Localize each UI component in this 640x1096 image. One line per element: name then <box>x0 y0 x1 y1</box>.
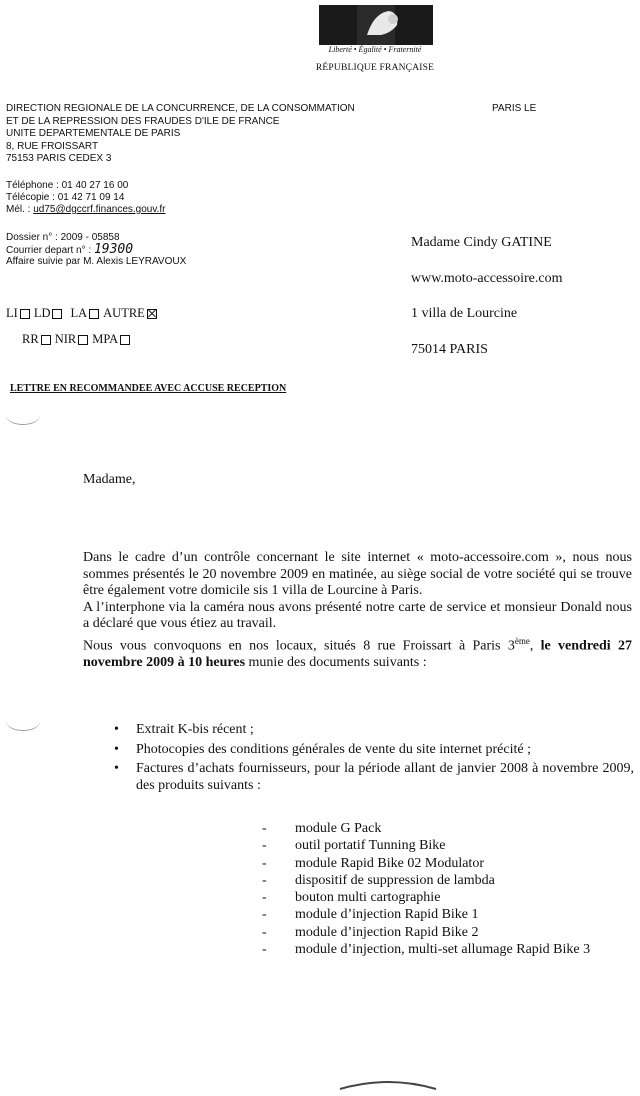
dossier-block <box>6 232 186 268</box>
recipient-name: Madame Cindy GATINE <box>411 235 552 250</box>
product-item: - module d’injection, multi-set allumage Rapid Bike 3 <box>262 941 590 958</box>
checkbox-la[interactable] <box>89 309 99 319</box>
product-item: - outil portatif Tunning Bike <box>262 837 590 854</box>
checkbox-label: NIR <box>54 332 77 346</box>
courrier-label: Courrier depart n° : <box>6 244 94 256</box>
product-item: - module Rapid Bike 02 Modulator <box>262 855 590 872</box>
date-place-label: PARIS LE <box>492 103 537 114</box>
products-list <box>262 820 590 958</box>
marianne-logo <box>319 5 433 45</box>
checkbox-label: AUTRE <box>103 306 145 320</box>
convocation-date: le vendredi 27 novembre 2009 à 10 heures <box>83 638 632 670</box>
email-link[interactable]: ud75@dgccrf.finances.gouv.fr <box>33 204 166 215</box>
list-item: • Factures d’achats fournisseurs, pour la période allant de janvier 2008 à novembre 2009, des produits suivants : <box>112 761 634 794</box>
sender-block <box>6 103 355 166</box>
sender-line: 8, RUE FROISSART <box>6 140 99 152</box>
sender-line: 75153 PARIS CEDEX 3 <box>6 153 112 164</box>
checkbox-rr[interactable] <box>41 335 51 345</box>
punch-hole-mark <box>6 406 40 425</box>
product-item: - dispositif de suppression de lambda <box>262 872 590 889</box>
paragraph-3: Nous vous convoquons en nos locaux, situés 8 rue Froissart à Paris 3ème, le vendredi 27 novembre 2009 à 10 heures munie des documents suivants : <box>83 635 632 670</box>
dossier-number: Dossier n° : 2009 - 05858 <box>6 232 120 243</box>
checkbox-mpa[interactable] <box>120 335 130 345</box>
telephone: Téléphone : 01 40 27 16 00 <box>6 180 129 191</box>
punch-hole-mark <box>6 712 40 731</box>
product-item: - module d’injection Rapid Bike 1 <box>262 906 590 923</box>
checkbox-label: LI <box>6 306 18 320</box>
checkbox-ld[interactable] <box>52 309 62 319</box>
checkbox-label: LD <box>33 306 51 320</box>
checkbox-nir[interactable] <box>78 335 88 345</box>
checkbox-label: MPA <box>92 332 119 346</box>
checkbox-label: LA <box>70 306 88 320</box>
checkbox-autre-checked[interactable] <box>147 309 157 319</box>
sender-line: ET DE LA REPRESSION DES FRAUDES D'ILE DE FRANCE <box>6 115 280 127</box>
checkbox-row-2 <box>22 332 132 347</box>
email-label: Mél. : <box>6 204 34 215</box>
documents-list <box>112 722 634 797</box>
telecopie: Télécopie : 01 42 71 09 14 <box>6 192 125 203</box>
contact-block <box>6 180 166 216</box>
sender-line: UNITE DEPARTEMENTALE DE PARIS <box>6 128 181 139</box>
paragraph-2: A l’interphone via la caméra nous avons présenté notre carte de service et monsieur Donald nous a déclaré que vous étiez au travail. <box>83 599 632 631</box>
courrier-number-handwritten: 19300 <box>93 241 134 257</box>
checkbox-li[interactable] <box>20 309 30 319</box>
letter-body <box>83 550 632 671</box>
republic-motto: Liberté • Égalité • Fraternité <box>328 45 422 54</box>
recipient-address: 1 villa de Lourcine <box>411 306 518 321</box>
recipient-city: 75014 PARIS <box>411 341 488 357</box>
product-item: - module G Pack <box>262 820 590 837</box>
checkbox-label: RR <box>22 332 39 346</box>
republic-name: RÉPUBLIQUE FRANÇAISE <box>315 63 435 73</box>
salutation: Madame, <box>83 472 136 487</box>
letter-type-heading: LETTRE EN RECOMMANDEE AVEC ACCUSE RECEPTION <box>10 383 287 394</box>
product-item: - module d’injection Rapid Bike 2 <box>262 924 590 941</box>
paragraph-1: Dans le cadre d’un contrôle concernant le site internet « moto-accessoire.com », nous nous sommes présentés le 20 novembre 2009 en matinée, au siège social de votre société qui se trouve être également votre domicile sis 1 villa de Lourcine à Paris. <box>83 550 632 598</box>
product-item: - bouton multi cartographie <box>262 889 590 906</box>
checkbox-row-1 <box>6 306 159 321</box>
recipient-website: www.moto-accessoire.com <box>411 270 563 286</box>
courrier-line <box>6 241 186 257</box>
list-item: • Photocopies des conditions générales de vente du site internet précité ; <box>112 742 634 759</box>
list-item: • Extrait K-bis récent ; <box>112 722 634 739</box>
sender-line: DIRECTION REGIONALE DE LA CONCURRENCE, DE LA CONSOMMATION <box>6 103 355 114</box>
affaire-suivie: Affaire suivie par M. Alexis LEYRAVOUX <box>6 256 187 267</box>
footer-scan-mark <box>338 1078 438 1090</box>
email-line <box>6 204 166 216</box>
recipient-block <box>411 225 562 367</box>
